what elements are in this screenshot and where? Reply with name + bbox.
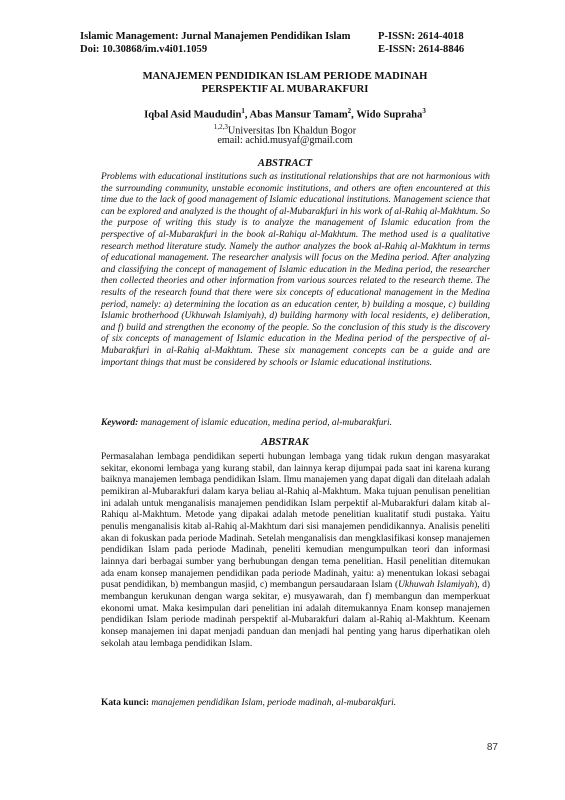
keywords-text: management of islamic education, medina period, al-mubarakfuri. <box>138 418 392 428</box>
abstrak-heading: ABSTRAK <box>261 437 309 448</box>
paper-title <box>80 70 490 96</box>
title-line-2: PERSPEKTIF AL MUBARAKFURI <box>201 84 369 95</box>
title-line-1: MANAJEMEN PENDIDIKAN ISLAM PERIODE MADINAH <box>142 71 428 82</box>
author-3: , Wido Supraha <box>351 109 423 121</box>
affiliation-sup: 1,2,3 <box>213 123 228 131</box>
abstrak-part-1: Permasalahan lembaga pendidikan seperti hubungan lembaga yang tidak rukun dengan masyarakat sekitar, ekonomi lembaga yang kurang stabil, dan lainnya kerap dijumpai pada saat ini karena kurang baiknya manajemen lembaga pendidikan Islam. Ilmu manajemen yang dapat digali dan ditelaah adalah pemikiran al-Mubarakfuri dalam karya beliau al-Rahiq al-Makhtum. Maka tujuan penulisan penelitian ini adalah untuk menganalisis manajemen pendidikan Islam perpektif al-Mubarakfuri dalam kitab al-Rahiqu al-Makhtum. Metode yang dipakai adalah metode penelitian kualitatif studi pustaka. Yaitu penulis menganalisis kitab al-Rahiq al-Makhtum dari sisi manajemen pendidikannya. Analisis peneliti akan di fokuskan pada periode Madinah. Setelah menganalisis dan mengklasifikasi konsep manajemen pendidikan Islam pada periode Madinah, peneliti kemudian mengumpulkan teori dan informasi lainnya dari berbagai sumber yang berhubungan dengan tema penelitian. Hasil penelitian ditemukan ada enam konsep manajemen pendidikan pada periode Madinah, yaitu: a) menentukan lokasi sebagai pusat pendidikan, b) membangun masjid, c) membangun persaudaraan Islam ( <box>101 452 490 591</box>
abstract-heading: ABSTRACT <box>257 158 313 169</box>
keywords-label: Keyword: <box>101 418 139 428</box>
author-list <box>80 107 490 121</box>
kata-kunci-label: Kata kunci: <box>101 698 149 708</box>
author-1-sup: 1 <box>241 107 245 115</box>
running-header <box>80 30 490 56</box>
abstrak-italic-term: Ukhuwah Islamiyah <box>398 580 475 591</box>
eissn: E-ISSN: 2614-8846 <box>378 44 465 55</box>
abstract-english: Problems with educational institutions such as institutional relationships that are not harmonious with the surrounding community, unstable economic institutions, and others are often encountered at this time due to the lack of good management of Islamic educational institutions. Management science that can be explored and analyzed is the thought of al-Mubarakfuri in his work of al-Rahiq al-Makhtum. So the purpose of writing this study is to analyze the management of Islamic education from the perspective of al-Mubarakfuri in the book al-Rahiqu al-Makhtum. The method used is a qualitative research method literature study. Namely the author analyzes the book al-Rahiq al-Makhtum in terms of educational management. The researcher analysis will focus on the Medina period. After analyzing and classifying the concept of management of Islamic education in the Medina period, the researcher then collected theories and other information from various sources related to the research theme. The results of the research found that there were six concepts of educational management in the Medina period, namely: a) determining the location as an education center, b) building a mosque, c) building Islamic brotherhood (Ukhuwah Islamiyah), d) building harmony with local residents, e) deliberation, and f) build and strengthen the economy of the people. So the conclusion of this study is the discovery of six concepts of management of Islamic education in the Medina period of the perspective of al-Mubarakfuri in al-Rahiq al-Makhtum. These six management concepts can be a guide and are important things that must be considered by schools or Islamic educational institutions. <box>101 172 490 368</box>
kata-kunci <box>101 698 490 708</box>
page-number: 87 <box>486 742 498 753</box>
pissn: P-ISSN: 2614-4018 <box>378 31 464 42</box>
doi: Doi: 10.30868/im.v4i01.1059 <box>80 44 208 55</box>
author-1: Iqbal Asid Maududin <box>144 109 242 121</box>
journal-name: Islamic Management: Jurnal Manajemen Pendidikan Islam <box>80 31 351 42</box>
abstract-indonesian <box>101 452 490 650</box>
kata-kunci-text: manajemen pendidikan Islam, periode madinah, al-mubarakfuri. <box>148 698 397 708</box>
author-3-sup: 3 <box>422 107 426 115</box>
affiliation-name: Universitas Ibn Khaldun Bogor <box>227 125 357 137</box>
author-2-sup: 2 <box>347 107 352 115</box>
author-2: , Abas Mansur Tamam <box>244 109 348 121</box>
author-email: email: achid.musyaf@gmail.com <box>217 135 353 146</box>
keywords <box>101 418 490 430</box>
abstrak-part-2: ), d) membangun kerukunan dengan warga sekitar, e) musyawarah, dan f) membangun dan memperkuat ekonomi umat. Maka kesimpulan dari penelitian ini adalah ditemukannya Enam konsep manajemen pendidikan Islam periode madinah perspektif al-Mubarakfuri dalam al-Rahiq al-Makhtum. Keenam konsep manajemen ini dapat menjadi panduan dan menjadi hal penting yang harus diperhatikan oleh sekolah atau lembaga pendidikan Islam. <box>101 580 490 649</box>
